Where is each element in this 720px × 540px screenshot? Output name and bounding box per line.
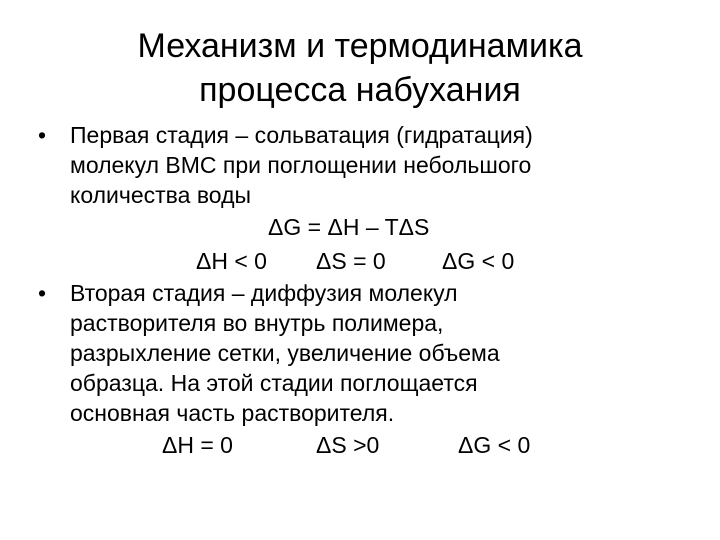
bullet-second-stage <box>0 278 650 428</box>
bullet-line: молекул ВМС при поглощении небольшого <box>70 152 532 178</box>
title-line-1: Механизм и термодинамика <box>137 27 583 65</box>
bullet-icon: • <box>38 280 47 306</box>
title-line-2: процесса набухания <box>199 71 521 109</box>
formula-stage1 <box>0 244 720 278</box>
bullet-line: образца. На этой стадии поглощается <box>70 370 478 396</box>
formula-stage2 <box>0 428 720 462</box>
formula-stage2-dg: ΔG < 0 <box>458 432 531 458</box>
formula-stage2-ds: ΔS >0 <box>316 432 380 458</box>
bullet-line: растворителя во внутрь полимера, <box>70 310 444 336</box>
bullet-line: Вторая стадия – диффузия молекул <box>70 280 458 306</box>
formula-stage1-dg: ΔG < 0 <box>442 248 515 274</box>
formula-stage1-dh: ΔH < 0 <box>196 248 267 274</box>
formula-stage1-ds: ΔS = 0 <box>316 248 386 274</box>
bullet-first-stage <box>0 120 650 210</box>
formula-stage2-dh: ΔH = 0 <box>162 432 233 458</box>
formula-gibbs <box>0 210 720 244</box>
formula-gibbs-text: ΔG = ΔH – TΔS <box>268 214 430 240</box>
slide-body <box>0 120 720 462</box>
bullet-line: основная часть растворителя. <box>70 400 395 426</box>
bullet-icon: • <box>38 122 47 148</box>
slide-title <box>0 24 720 112</box>
bullet-line: Первая стадия – сольватация (гидратация) <box>70 122 533 148</box>
bullet-line: количества воды <box>70 182 252 208</box>
bullet-line: разрыхление сетки, увеличение объема <box>70 340 500 366</box>
